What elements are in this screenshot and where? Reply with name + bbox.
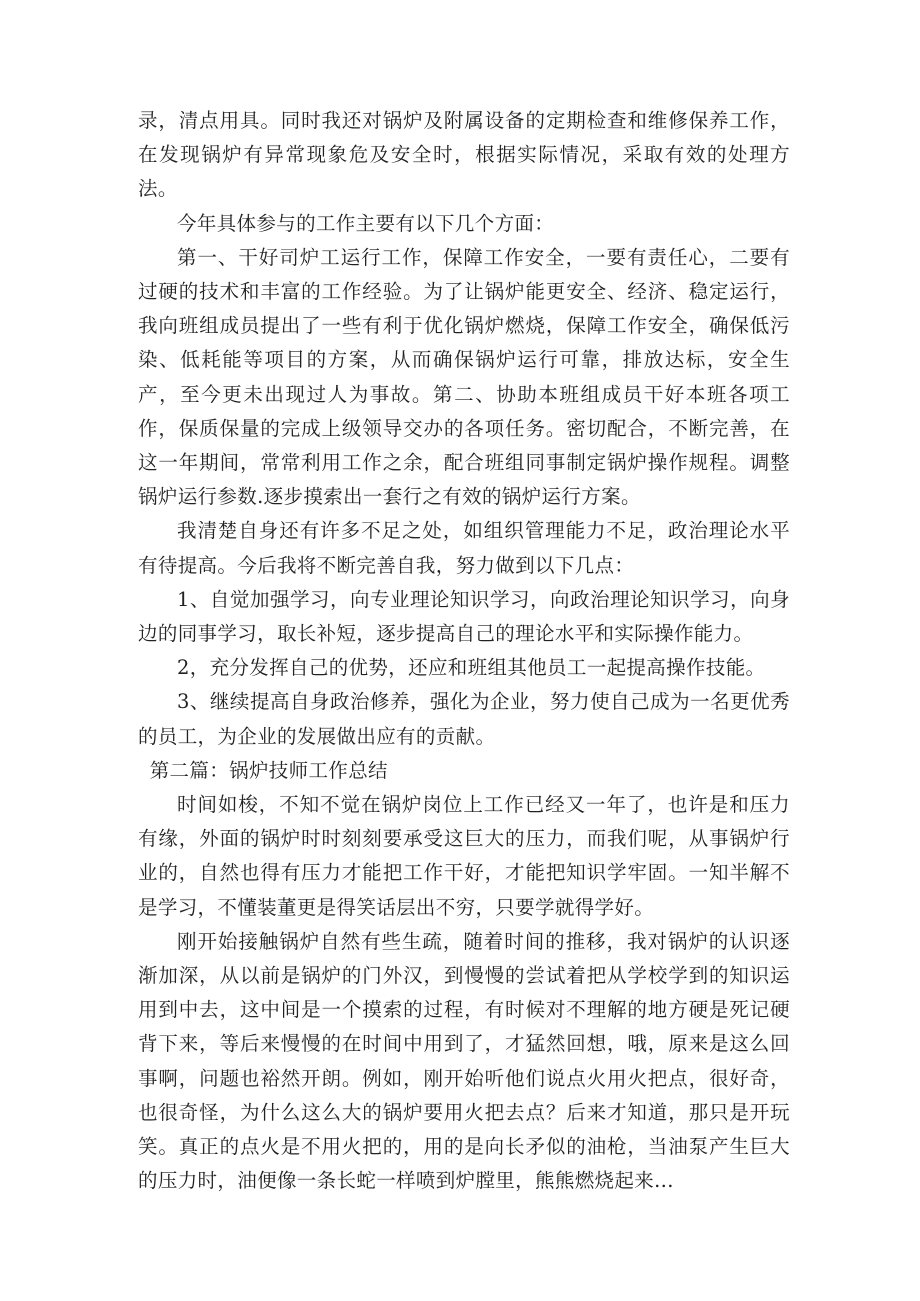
paragraph-work-details: 第一、干好司炉工运行工作，保障工作安全，一要有责任心，二要有过硬的技术和丰富的工作经验。为了让锅炉能更安全、经济、稳定运行，我向班组成员提出了一些有利于优化锅炉燃烧，保障工作安全，确保低污染、低耗能等项目的方案，从而确保锅炉运行可靠，排放达标，安全生产，至今更未出现过人为事故。第二、协助本班组成员干好本班各项工作，保质保量的完成上级领导交办的各项任务。密切配合，不断完善，在这一年期间，常常利用工作之余，配合班组同事制定锅炉操作规程。调整锅炉运行参数.逐步摸索出一套行之有效的锅炉运行方案。 — [138, 245, 790, 509]
paragraph-learning-boiler: 刚开始接触锅炉自然有些生疏，随着时间的推移，我对锅炉的认识逐渐加深，从以前是锅炉的门外汉，到慢慢的尝试着把从学校学到的知识运用到中去，这中间是一个摸索的过程，有时候对不理解的地方硬是死记硬背下来，等后来慢慢的在时间中用到了，才猛然回想，哦，原来是这么回事啊，问题也裕然开朗。例如，刚开始听他们说点火用火把点，很好奇，也很奇怪，为什么这么大的锅炉要用火把去点？后来才知道，那只是开玩笑。真正的点火是不用火把的，用的是向长矛似的油枪，当油泵产生巨大的压力时，油便像一条长蛇一样喷到炉膛里，熊熊燃烧起来... — [138, 929, 790, 1193]
list-item-3: 3、继续提高自身政治修养，强化为企业，努力使自己成为一名更优秀的员工，为企业的发展做出应有的贡献。 — [138, 690, 790, 748]
list-item-2: 2，充分发挥自己的优势，还应和班组其他员工一起提高操作技能。 — [177, 656, 766, 680]
paragraph-continuation: 录，清点用具。同时我还对锅炉及附属设备的定期检查和维修保养工作，在发现锅炉有异常现象危及安全时，根据实际情况，采取有效的处理方法。 — [138, 109, 790, 201]
document-body — [138, 104, 790, 1199]
paragraph-shortcomings: 我清楚自身还有许多不足之处，如组织管理能力不足，政治理论水平有待提高。今后我将不断完善自我，努力做到以下几点： — [138, 519, 790, 577]
paragraph-time-flies: 时间如梭，不知不觉在锅炉岗位上工作已经又一年了，也许是和压力有缘，外面的锅炉时时刻刻要承受这巨大的压力，而我们呢，从事锅炉行业的，自然也得有压力才能把工作干好，才能把知识学牢固。一知半解不是学习，不懂装董更是得笑话层出不穷，只要学就得学好。 — [138, 793, 790, 919]
list-item-1: 1、自觉加强学习，向专业理论知识学习，向政治理论知识学习，向身边的同事学习，取长补短，逐步提高自己的理论水平和实际操作能力。 — [138, 587, 790, 646]
section-heading: 第二篇：锅炉技师工作总结 — [149, 758, 388, 782]
paragraph-intro-aspects: 今年具体参与的工作主要有以下几个方面： — [177, 211, 555, 235]
